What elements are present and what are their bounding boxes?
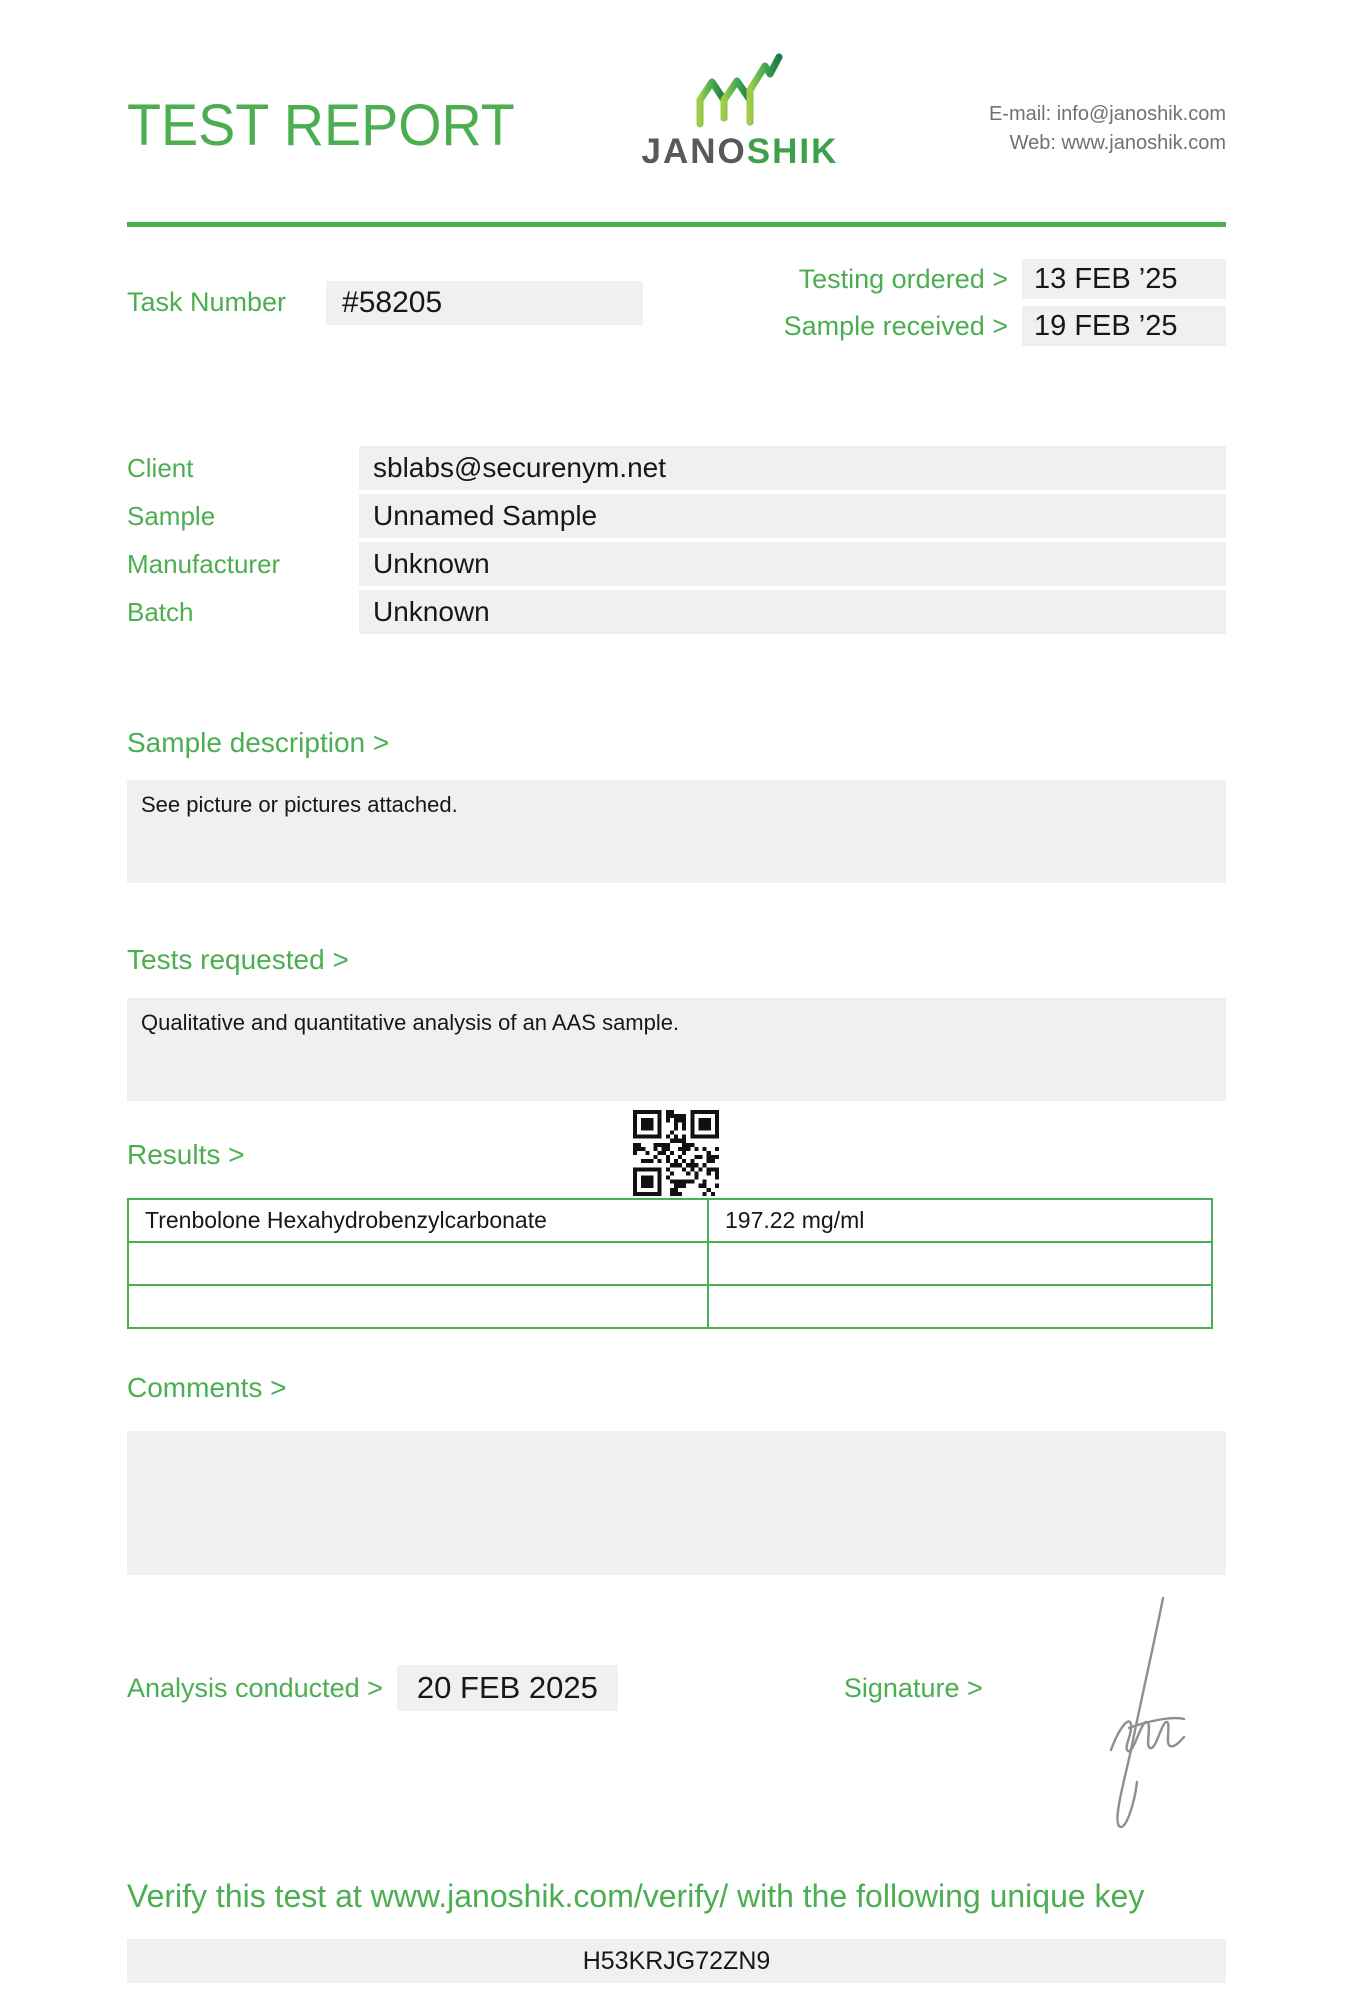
task-number-label: Task Number bbox=[127, 287, 287, 317]
info-row-manufacturer bbox=[127, 542, 1226, 586]
sample-received-value: 19 FEB ’25 bbox=[1022, 306, 1226, 346]
table-row bbox=[128, 1199, 1212, 1242]
tests-requested-heading: Tests requested > bbox=[127, 944, 349, 975]
task-number-value: #58205 bbox=[326, 281, 643, 325]
results-section bbox=[127, 1138, 1226, 1329]
table-row bbox=[128, 1242, 1212, 1285]
client-label: Client bbox=[127, 452, 194, 483]
tests-requested-box: Qualitative and quantitative analysis of an AAS sample. bbox=[127, 998, 1226, 1101]
table-row bbox=[128, 1285, 1212, 1328]
report-header bbox=[127, 0, 1226, 192]
analysis-date-value: 20 FEB 2025 bbox=[397, 1665, 618, 1711]
analyte-cell bbox=[128, 1242, 708, 1285]
contact-web: Web: www.janoshik.com bbox=[1009, 132, 1226, 154]
testing-ordered-value: 13 FEB ’25 bbox=[1022, 259, 1226, 299]
logo-jano: JANO bbox=[641, 132, 747, 171]
logo-shik: SHIK bbox=[746, 132, 839, 171]
analyte-cell bbox=[128, 1285, 708, 1328]
janoshik-logo bbox=[642, 52, 839, 169]
testing-ordered-label: Testing ordered > bbox=[798, 263, 1008, 294]
verify-instruction: Verify this test at www.janoshik.com/verify/ with the following unique key bbox=[127, 1878, 1145, 1914]
result-cell: 197.22 mg/ml bbox=[708, 1199, 1212, 1242]
verify-key-value: H53KRJG72ZN9 bbox=[127, 1939, 1226, 1983]
dates-block bbox=[784, 259, 1226, 346]
signature-label: Signature > bbox=[843, 1672, 983, 1703]
page-title: TEST REPORT bbox=[127, 93, 515, 158]
contact-block bbox=[989, 100, 1226, 158]
comments-box bbox=[127, 1431, 1226, 1575]
sample-label: Sample bbox=[127, 500, 216, 531]
signature-scribble bbox=[1085, 1590, 1195, 1845]
sample-value: Unnamed Sample bbox=[359, 494, 1226, 538]
batch-label: Batch bbox=[127, 596, 194, 627]
logo-wordmark bbox=[642, 134, 839, 169]
info-row-client bbox=[127, 446, 1226, 490]
results-table bbox=[127, 1198, 1213, 1329]
sample-received-label: Sample received > bbox=[783, 310, 1008, 341]
sample-description-box: See picture or pictures attached. bbox=[127, 780, 1226, 883]
batch-value: Unknown bbox=[359, 590, 1226, 634]
task-row bbox=[127, 259, 1226, 346]
sample-info-block bbox=[127, 446, 1226, 634]
client-value: sblabs@securenym.net bbox=[359, 446, 1226, 490]
analysis-signature-row bbox=[127, 1665, 1226, 1711]
analyte-cell: Trenbolone Hexahydrobenzylcarbonate bbox=[128, 1199, 708, 1242]
info-row-sample bbox=[127, 494, 1226, 538]
result-cell bbox=[708, 1242, 1212, 1285]
sample-description-heading: Sample description > bbox=[127, 727, 390, 758]
sample-received-row bbox=[784, 306, 1226, 346]
results-heading: Results > bbox=[127, 1139, 245, 1170]
manufacturer-label: Manufacturer bbox=[127, 548, 281, 579]
chart-peaks-icon bbox=[684, 52, 796, 132]
comments-heading: Comments > bbox=[127, 1372, 287, 1403]
info-row-batch bbox=[127, 590, 1226, 634]
manufacturer-value: Unknown bbox=[359, 542, 1226, 586]
analysis-conducted-label: Analysis conducted > bbox=[127, 1672, 383, 1703]
qr-code bbox=[633, 1110, 719, 1196]
result-cell bbox=[708, 1285, 1212, 1328]
contact-email: E-mail: info@janoshik.com bbox=[988, 103, 1226, 125]
header-divider bbox=[127, 222, 1226, 227]
testing-ordered-row bbox=[784, 259, 1226, 299]
